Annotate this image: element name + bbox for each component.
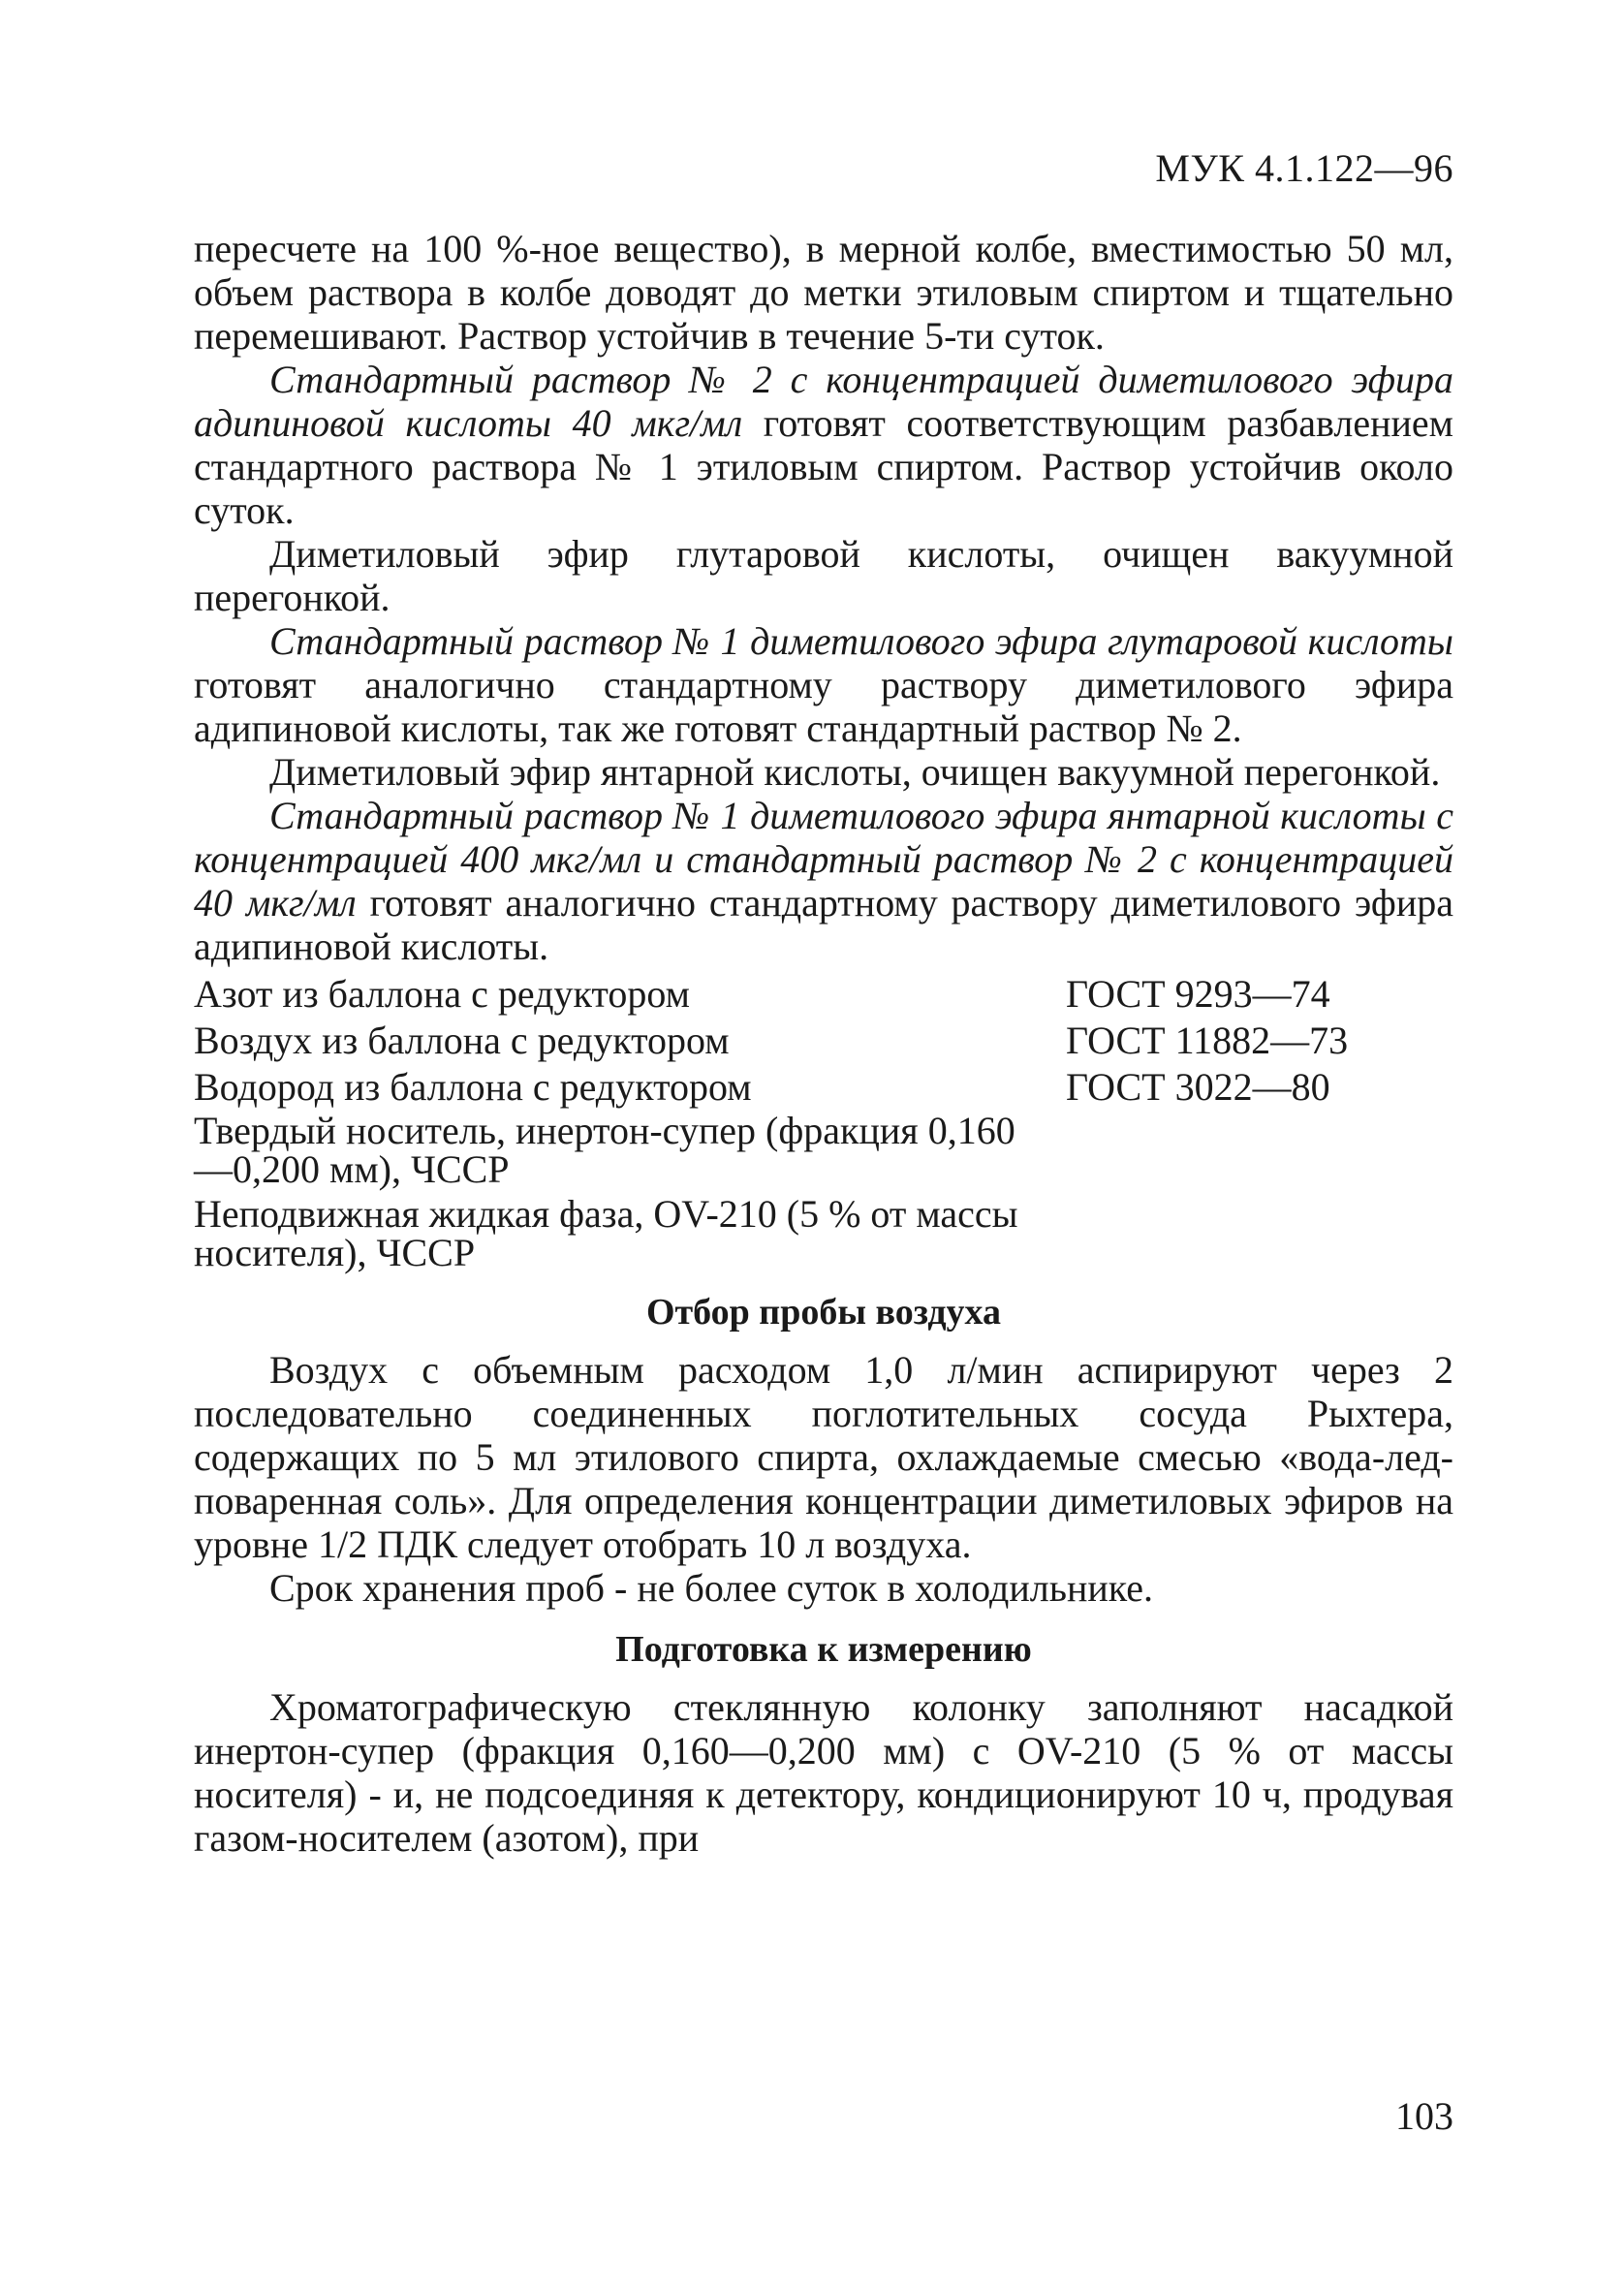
paragraph-continuation: пересчете на 100 %-ное вещество), в мерной колбе, вместимостью 50 мл, объем раствора в колбе доводят до метки этиловым спиртом и тщательно перемешивают. Раствор устойчив в течение 5-ти суток. [194, 227, 1453, 358]
paragraph-standard-solution-succinic [194, 794, 1453, 968]
reagent-name: Азот из баллона с редуктором [194, 972, 690, 1016]
section-heading-preparation: Подготовка к измерению [615, 1629, 1032, 1670]
paragraph-glutaric-ester: Диметиловый эфир глутаровой кислоты, очищен вакуумной перегонкой. [194, 532, 1453, 619]
page-body [194, 227, 1453, 1860]
paragraph-preparation: Хроматографическую стеклянную колонку заполняют насадкой инертон-супер (фракция 0,160—0,200 мм) с OV-210 (5 % от массы носителя) - и, не подсоединяя к детектору, кондиционируют 10 ч, продувая газом-носителем (азотом), при [194, 1685, 1453, 1860]
document-code-header: МУК 4.1.122—96 [1155, 146, 1453, 190]
paragraph-succinic-ester: Диметиловый эфир янтарной кислоты, очищен вакуумной перегонкой. [269, 750, 1441, 794]
paragraph-text: готовят аналогично стандартному раствору диметилового эфира адипиновой кислоты, так же готовят стандартный раствор № 2. [194, 663, 1453, 750]
reagent-standard: ГОСТ 3022—80 [1066, 1065, 1330, 1109]
paragraph-sampling: Воздух с объемным расходом 1,0 л/мин аспирируют через 2 последовательно соединенных поглотительных сосуда Рыхтера, содержащих по 5 мл этилового спирта, охлаждаемые смесью «вода-лед-поваренная соль». Для определения концентрации диметиловых эфиров на уровне 1/2 ПДК следует отобрать 10 л воздуха. [194, 1348, 1453, 1566]
reagent-name: Водород из баллона с редуктором [194, 1065, 752, 1109]
section-heading-sampling: Отбор пробы воздуха [645, 1292, 1002, 1333]
paragraph-standard-solution-glutaric [194, 619, 1453, 750]
reagent-name: Твердый носитель, инертон-супер (фракция 0,160—0,200 мм), ЧССР [194, 1109, 1015, 1191]
reagent-standard: ГОСТ 9293—74 [1066, 972, 1330, 1016]
paragraph-standard-solution-2-adipic [194, 358, 1453, 532]
reagent-row [194, 1019, 1453, 1062]
reagent-row [194, 1065, 1453, 1109]
reagent-name: Воздух из баллона с редуктором [194, 1019, 730, 1062]
italic-term: Стандартный раствор № 1 диметилового эфира глутаровой кислоты [269, 619, 1453, 663]
paragraph-text: готовят соответствующим разбавлением стандартного раствора № 1 этиловым спиртом. Раствор устойчив около суток. [194, 401, 1453, 532]
reagent-row [194, 972, 1453, 1016]
italic-term: Стандартный раствор № 1 диметилового эфира янтарной кислоты с концентрацией 400 мкг/мл и стандартный раствор № 2 с концентрацией 40 мкг/мл [194, 794, 1453, 925]
page-number: 103 [1395, 2094, 1453, 2138]
italic-term: Стандартный раствор № 2 с концентрацией диметилового эфира адипиновой кислоты 40 мкг/мл [194, 358, 1453, 445]
paragraph-storage: Срок хранения проб - не более суток в холодильнике. [269, 1566, 1153, 1610]
reagent-list [194, 972, 1453, 1272]
reagent-standard: ГОСТ 11882—73 [1066, 1019, 1349, 1062]
paragraph-text: готовят аналогично стандартному раствору диметилового эфира адипиновой кислоты. [194, 881, 1453, 968]
reagent-name: Неподвижная жидкая фаза, OV-210 (5 % от массы носителя), ЧССР [194, 1192, 1018, 1274]
